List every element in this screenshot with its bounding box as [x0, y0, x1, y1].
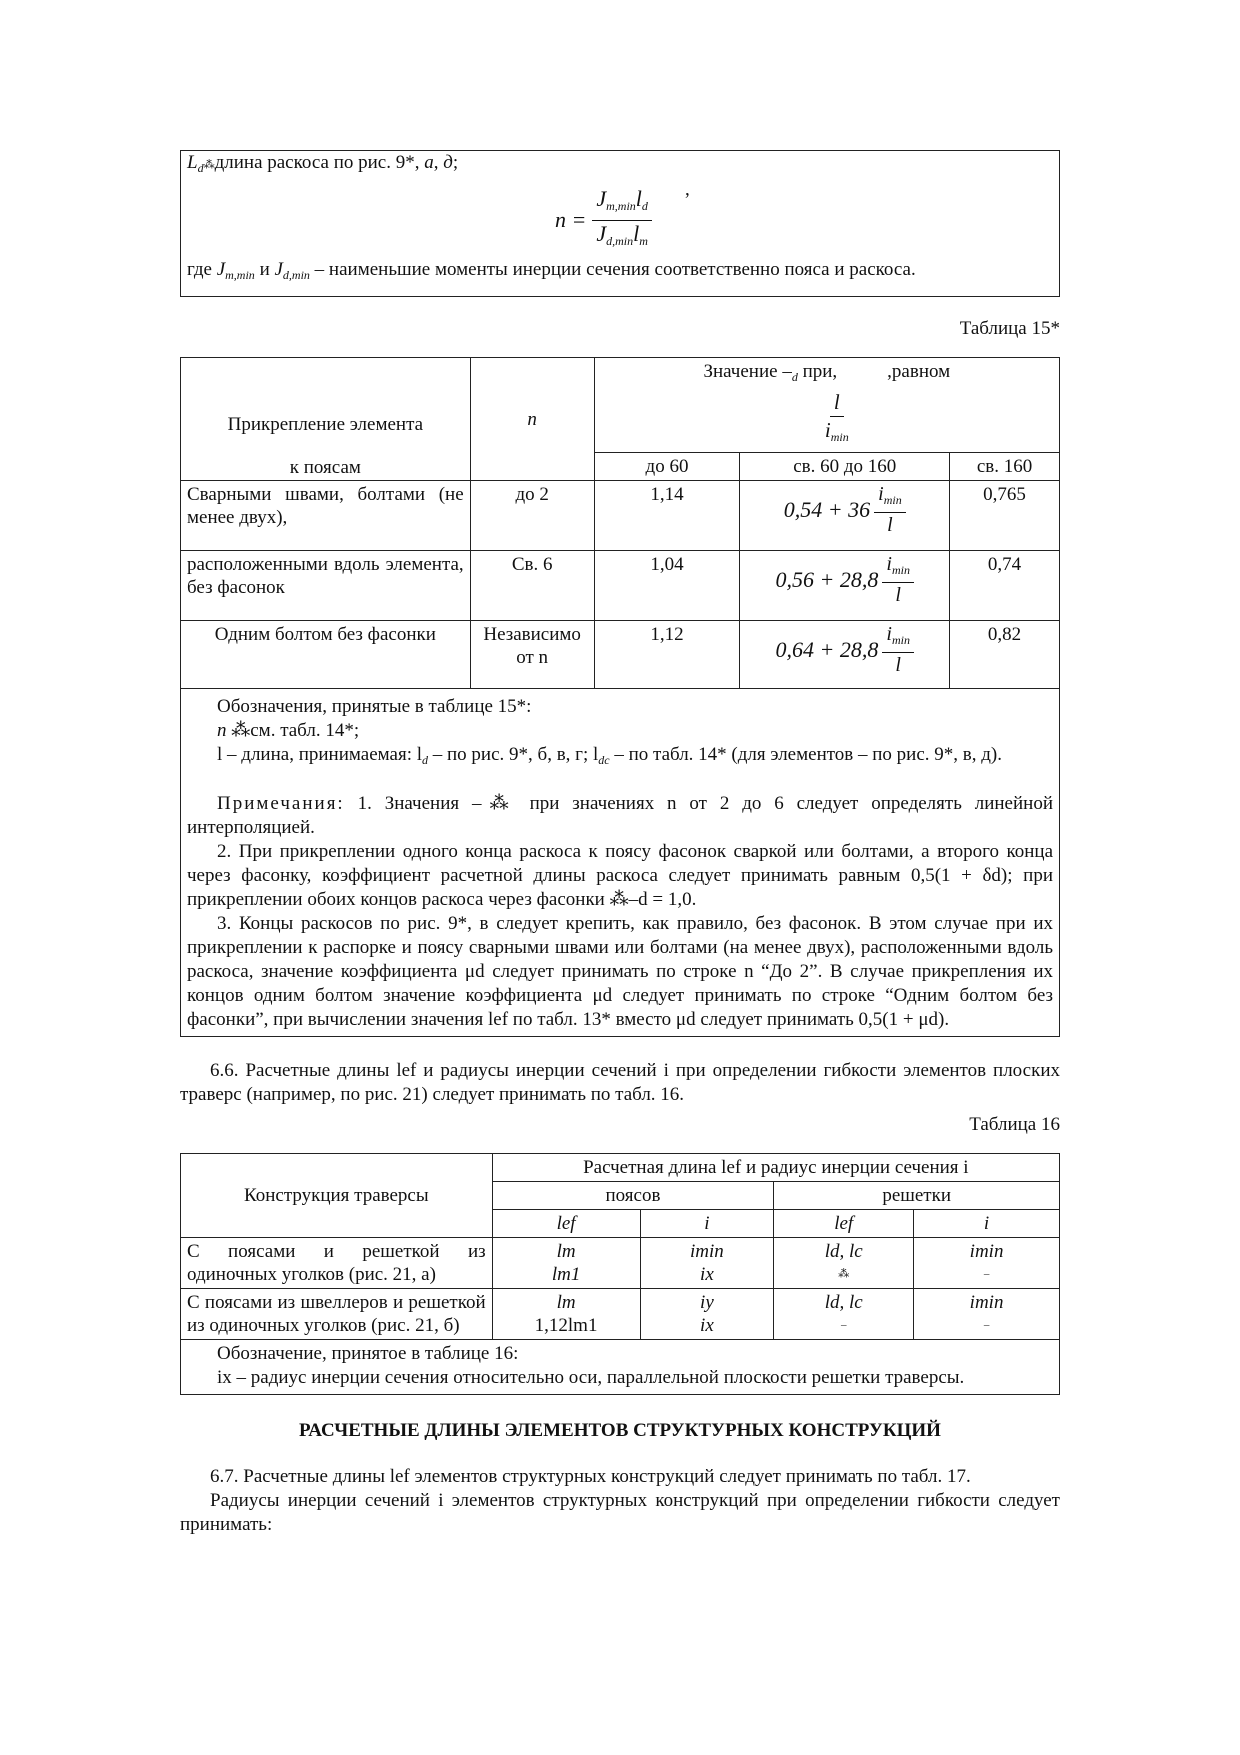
page — [180, 150, 1060, 1537]
table-15 — [180, 357, 1060, 1037]
table-row: С поясами и решеткой из одиночных уголков (рис. 21, а) lm lm1 imin ix ld, lc ⁂ imin – — [181, 1238, 1060, 1289]
header-attachment: Прикрепление элемента к поясам — [181, 358, 471, 481]
table-row: С поясами из швеллеров и решеткой из одиночных уголков (рис. 21, б) lm 1,12lm1 iy ix ld, lc – imin – — [181, 1289, 1060, 1340]
table-row: Одним болтом без фасонки Независимо от n 1,12 0,64 + 28,8 $\frac{i_{min}}{l}$ 0,82 — [181, 621, 1060, 689]
formula-box — [180, 150, 1060, 297]
header-col-60: до 60 — [594, 453, 740, 481]
table-16: Конструкция траверсы Расчетная длина lef и радиус инерции сечения i поясов решетки lef i lef i С поясами и решеткой из одиночных уголков (рис. 21, а) lm lm1 imin ix ld, lc ⁂ imin – С поясами из швеллеров и решеткой из одиночных уголков (рис. 21, б) lm 1,12lm1 iy ix ld, lc – imin – Обозначение, принятое в таблице 16: ix – радиус инерции сечения относительно оси, параллельной плоскости решетки траверсы. — [180, 1153, 1060, 1395]
where-line: где $J_{m,min}$ и $J_{d,min}$ – наименьшие моменты инерции сечения соответственно пояса и раскоса. — [187, 259, 916, 282]
header-n: n — [470, 358, 594, 481]
table16-notes: Обозначение, принятое в таблице 16: ix – радиус инерции сечения относительно оси, параллельной плоскости решетки траверсы. — [181, 1340, 1060, 1395]
header-belts: поясов — [492, 1182, 774, 1210]
table15-caption: Таблица 15* — [959, 318, 1060, 339]
table16-caption: Таблица 16 — [969, 1114, 1060, 1135]
n-formula: n = $\frac{J_{m,min}l_d}{J_{d,min}l_m}$ , — [187, 180, 1053, 258]
paragraph-6-6: 6.6. Расчетные длины lef и радиусы инерции сечений i при определении гибкости элементов плоских траверс (например, по рис. 21) следует принимать по табл. 16. — [180, 1060, 1060, 1105]
header-col-60-160: св. 60 до 160 — [740, 453, 950, 481]
table-row: расположенными вдоль элемента, без фасонок Св. 6 1,04 0,56 + 28,8 $\frac{i_{min}}{l}$ 0,74 — [181, 551, 1060, 621]
header-value: Значение $-_d$ при, ,равном $\frac{l}{i_{min}}$ — [594, 358, 1059, 453]
header-col-160: св. 160 — [950, 453, 1060, 481]
header-construction: Конструкция траверсы — [181, 1154, 493, 1238]
table-row: Сварными швами, болтами (не менее двух), до 2 1,14 0,54 + 36 $\frac{i_{min}}{l}$ 0,765 — [181, 481, 1060, 551]
table15-notes: Обозначения, принятые в таблице 15*: n ⁂см. табл. 14*; l – длина, принимаемая: $l_d$ – по рис. 9*, б, в, г; $l_{dc}$ – по табл. 14* (для элементов – по рис. 9*, в, д). Примечания: 1. Значения –⁂ при значениях n от 2 до 6 следует определять линейной интерполяцией. 2. При прикреплении одного конца раскоса к поясу фасонок сваркой или болтами, а второго конца через фасонку, коэффициент расчетной длины раскоса следует принимать равным 0,5(1 + δd); при прикреплении обоих концов раскоса через фасонки ⁂–d = 1,0. 3. Концы раскосов по рис. 9*, в следует крепить, как правило, без фасонок. В этом случае при их прикреплении к распорке и поясу сварными швами или болтами (на менее двух), расположенными вдоль раскоса, значение коэффициента μd следует принимать по строке n “До 2”. В случае прикрепления их концов одним болтом значение коэффициента μd следует принимать по строке “Одним болтом без фасонки”, при вычислении значения lef по табл. 13* вместо μd следует принимать 0,5(1 + μd). — [181, 689, 1060, 1037]
paragraph-6-7: 6.7. Расчетные длины lef элементов структурных конструкций следует принимать по табл. 17. — [210, 1466, 971, 1487]
paragraph-radii: Радиусы инерции сечений i элементов структурных конструкций при определении гибкости следует принимать: — [180, 1490, 1060, 1535]
header-lattice: решетки — [774, 1182, 1060, 1210]
section-heading: РАСЧЕТНЫЕ ДЛИНЫ ЭЛЕМЕНТОВ СТРУКТУРНЫХ КОНСТРУКЦИЙ — [299, 1420, 941, 1441]
formula-fraction: $\frac{J_{m,min}l_d}{J_{d,min}l_m}$ — [592, 186, 652, 253]
ld-definition: $L_d⁂длина$ раскоса по рис. 9*, а, д; — [187, 152, 459, 175]
header-design-length: Расчетная длина lef и радиус инерции сечения i — [492, 1154, 1059, 1182]
